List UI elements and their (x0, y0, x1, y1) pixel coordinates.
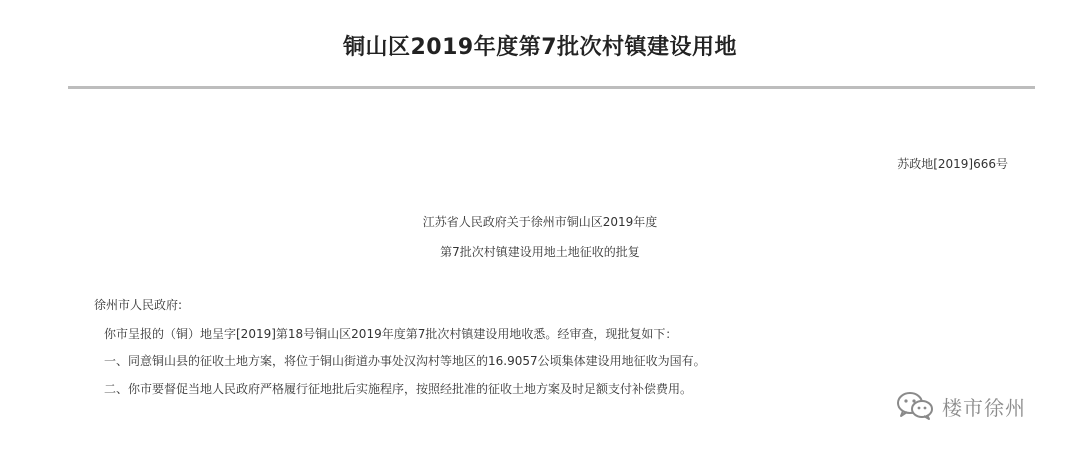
heading-line-1: 江苏省人民政府关于徐州市铜山区2019年度 (422, 215, 658, 229)
wechat-icon (896, 391, 934, 421)
addressee: 徐州市人民政府: (94, 298, 183, 312)
document-title: 铜山区2019年度第7批次村镇建设用地 (342, 35, 738, 60)
paragraph-3: 二、你市要督促当地人民政府严格履行征地批后实施程序，按照经批准的征收土地方案及时足额支付补偿费用。 (104, 382, 693, 396)
paragraph-1: 你市呈报的（铜）地呈字[2019]第18号铜山区2019年度第7批次村镇建设用地收悉。经审查，现批复如下： (104, 327, 678, 341)
watermark-text: 楼市徐州 (942, 395, 1026, 420)
heading-line-2: 第7批次村镇建设用地土地征收的批复 (440, 245, 640, 259)
paragraph-2: 一、同意铜山县的征收土地方案，将位于铜山街道办事处汉沟村等地区的16.9057公顷集体建设用地征收为国有。 (104, 354, 706, 368)
document-number: 苏政地[2019]666号 (897, 157, 1008, 171)
title-divider (68, 86, 1035, 89)
watermark (896, 391, 1026, 421)
